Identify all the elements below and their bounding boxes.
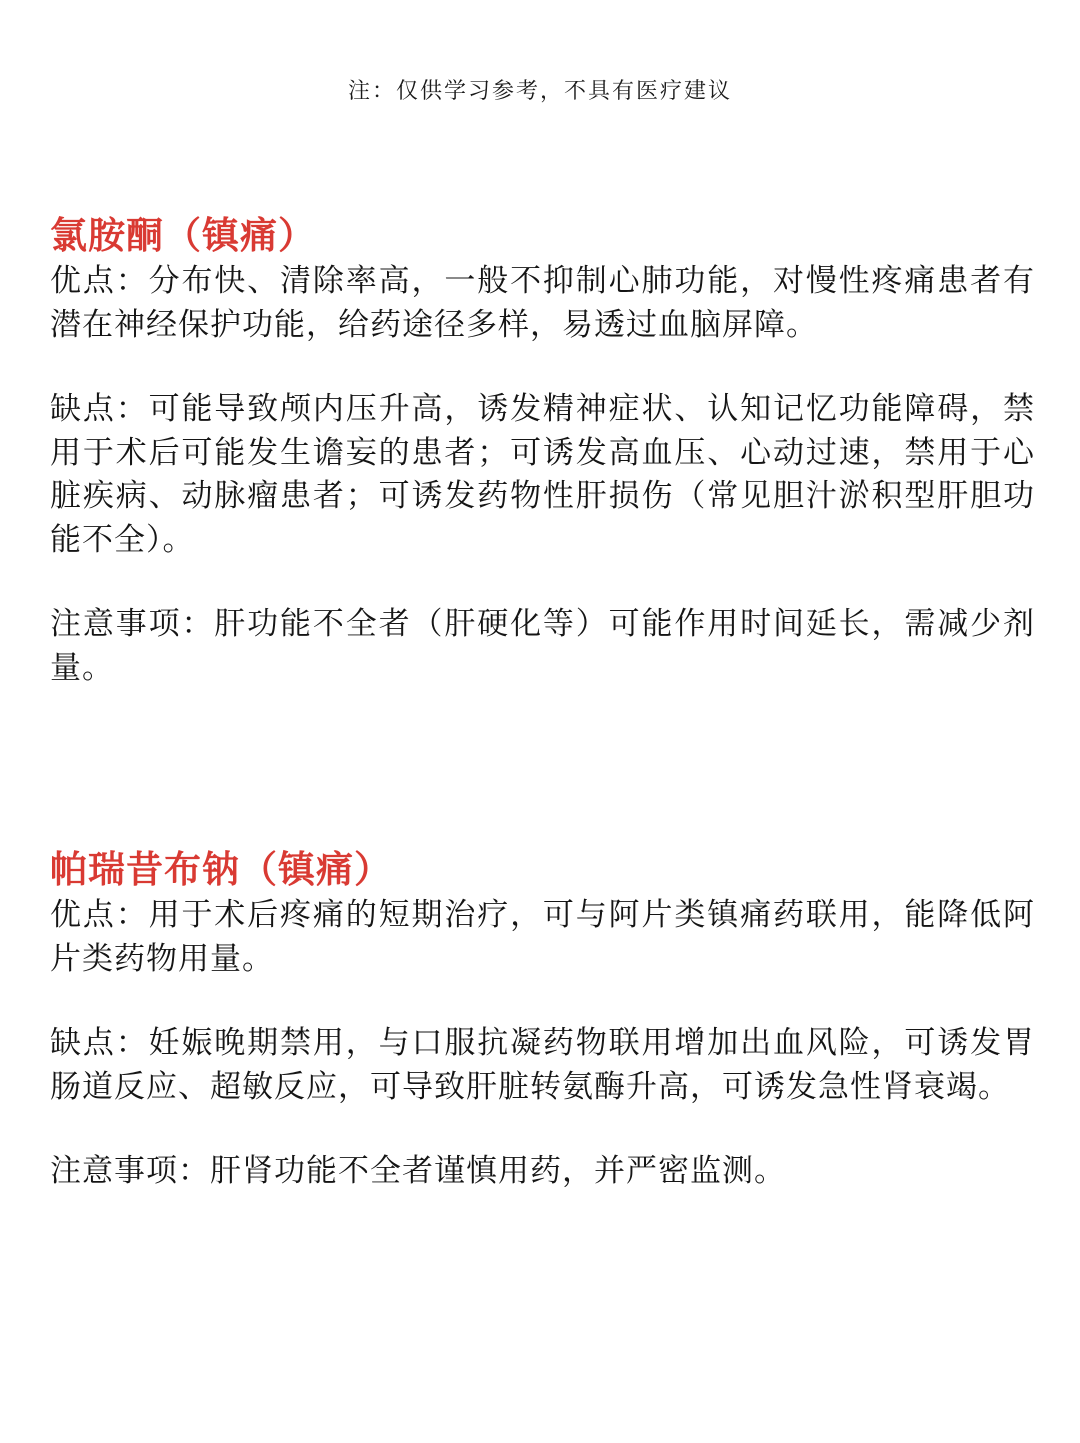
drug-title: 氯胺酮（镇痛） xyxy=(50,214,316,257)
drug-precautions: 注意事项：肝功能不全者（肝硬化等）可能作用时间延长，需减少剂量。 xyxy=(50,606,1035,686)
drug-cons: 缺点：可能导致颅内压升高，诱发精神症状、认知记忆功能障碍，禁用于术后可能发生谵妄的患者；可诱发高血压、心动过速，禁用于心脏疾病、动脉瘤患者；可诱发药物性肝损伤（常见胆汁淤积型肝胆功能不全）。 xyxy=(50,391,1035,558)
drug-pros: 优点：分布快、清除率高，一般不抑制心肺功能，对慢性疼痛患者有潜在神经保护功能，给药途径多样，易透过血脑屏障。 xyxy=(50,263,1035,343)
drug-title: 帕瑞昔布钠（镇痛） xyxy=(50,848,392,891)
drug-precautions: 注意事项：肝肾功能不全者谨慎用药，并严密监测。 xyxy=(50,1153,786,1189)
drug-section-ketamine xyxy=(50,212,1035,690)
disclaimer-note: 注：仅供学习参考，不具有医疗建议 xyxy=(347,79,732,104)
drug-pros: 优点：用于术后疼痛的短期治疗，可与阿片类镇痛药联用，能降低阿片类药物用量。 xyxy=(50,897,1035,977)
drug-section-parecoxib xyxy=(50,846,1035,1194)
drug-cons: 缺点：妊娠晚期禁用，与口服抗凝药物联用增加出血风险，可诱发胃肠道反应、超敏反应，可导致肝脏转氨酶升高，可诱发急性肾衰竭。 xyxy=(50,1025,1035,1105)
